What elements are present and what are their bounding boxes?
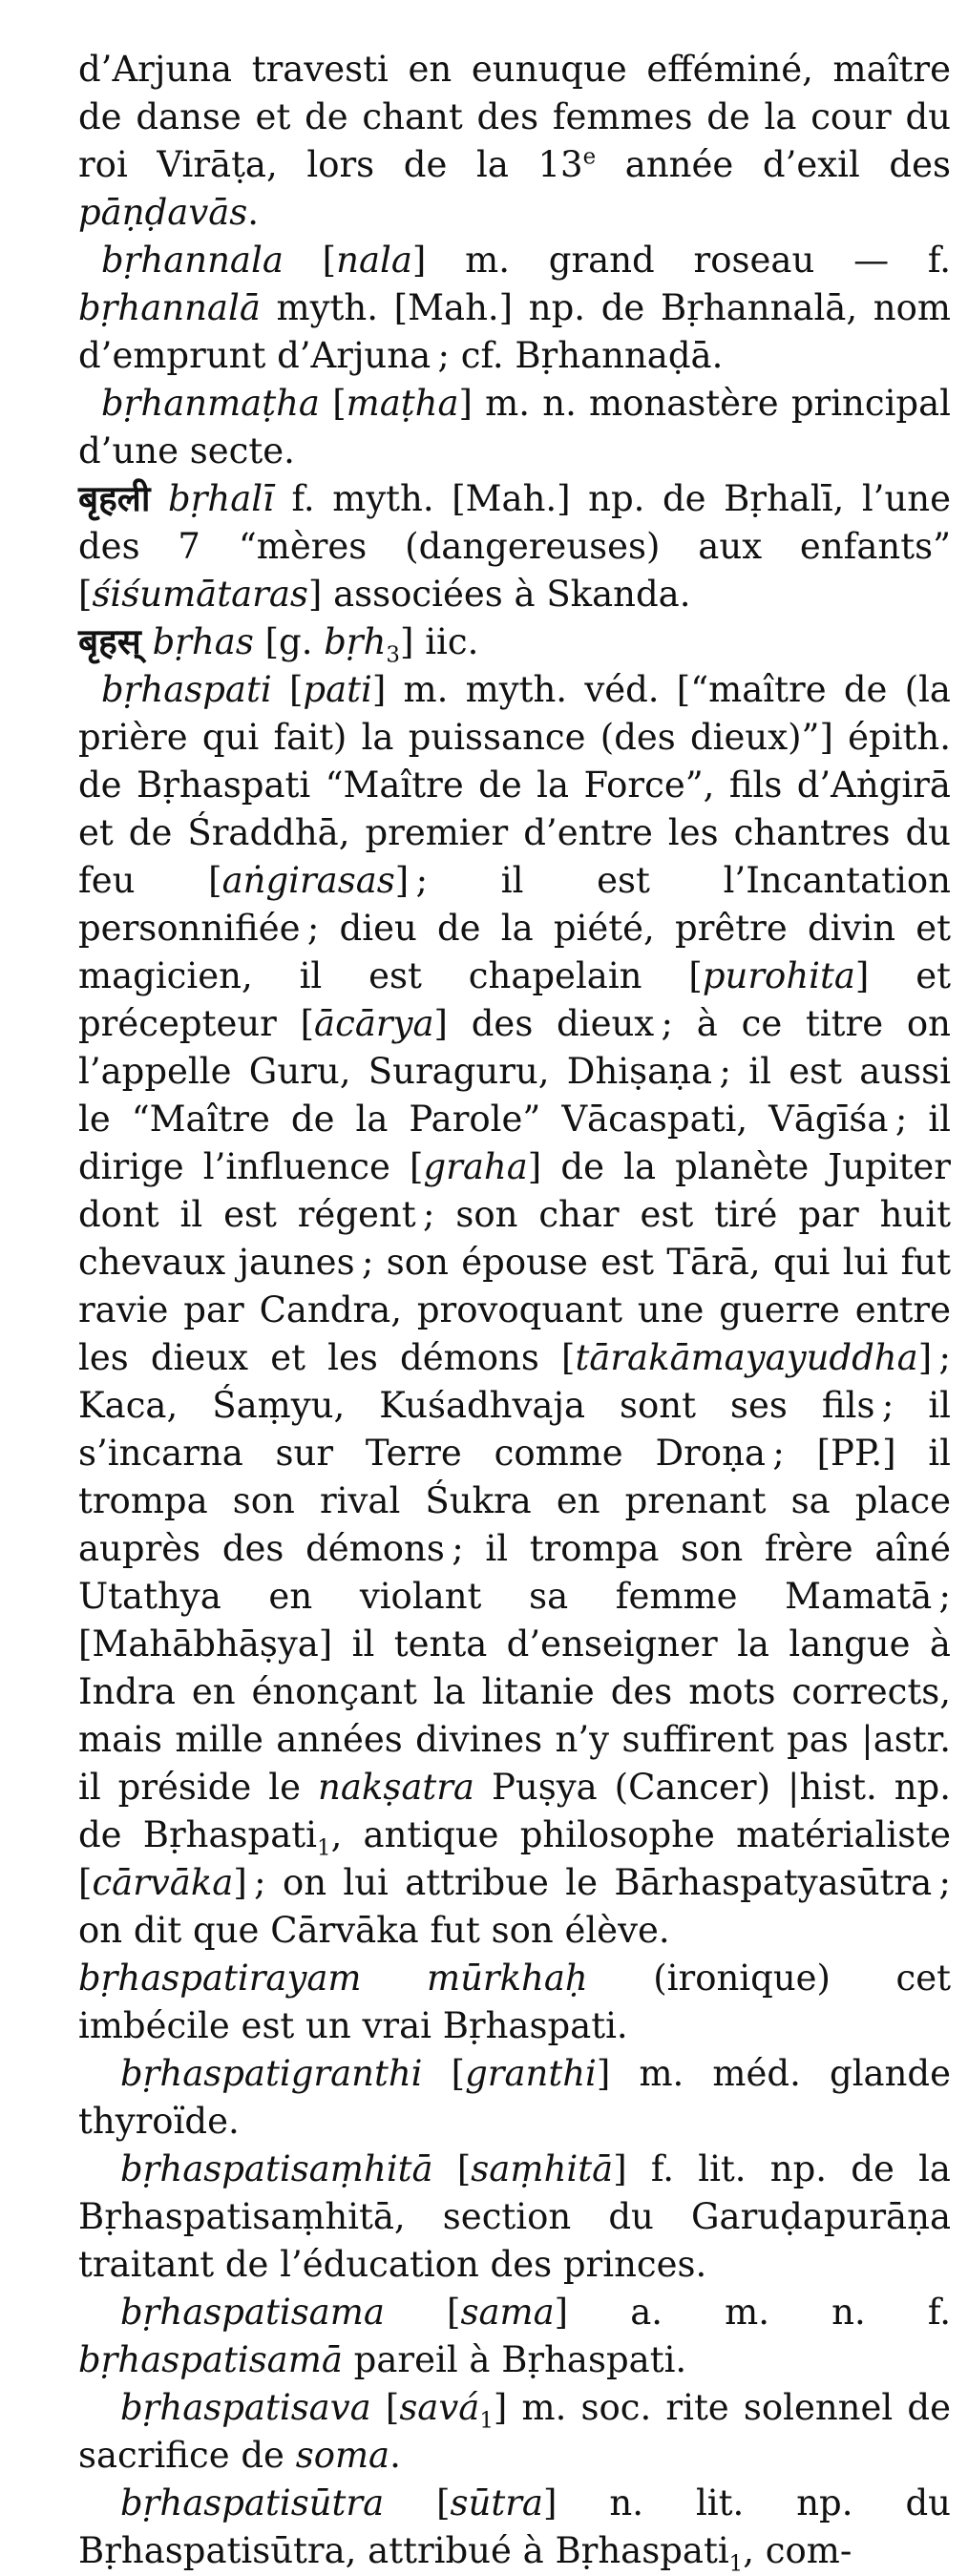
devanagari-headword: बृहस् xyxy=(78,621,141,662)
devanagari-headword: बृहली xyxy=(78,478,151,519)
entry-brhanmatha: bṛhanmaṭha [maṭha] m. n. monastère principal d’une secte. xyxy=(78,383,951,471)
entry-brhali: बृहली bṛhalī f. myth. [Mah.] np. de Bṛhalī, l’une des 7 “mères (dangereuses) aux enfants” [śiśumātaras] associées à Skanda. xyxy=(78,478,951,615)
entry-brhaspatigranthi: bṛhaspatigranthi [granthi] m. méd. glande thyroïde. xyxy=(78,2053,951,2142)
entry-brhaspatisava: bṛhaspatisava [savá$_1$] m. soc. rite solennel de sacrifice de soma. xyxy=(78,2387,951,2476)
entry-brhaspatisama: bṛhaspatisama [sama] a. m. n. f. bṛhaspatisamā pareil à Bṛhaspati. xyxy=(78,2292,951,2380)
entry-brhaspatisamhita: bṛhaspatisaṃhitā [saṃhitā] f. lit. np. de la Bṛhaspatisaṃhitā, section du Garuḍapurāṇa traitant de l’éducation des princes. xyxy=(78,2148,951,2285)
entry-brhas: बृहस् bṛhas [g. bṛh$_3$] iic. xyxy=(78,621,479,668)
entry-continuation: d’Arjuna travesti en eunuque efféminé, maître de danse et de chant des femmes de la cour du roi Virāṭa, lors de la 13e année d’exil des pāṇḍavās. xyxy=(78,49,951,233)
entry-brhaspatisutra: bṛhaspatisūtra [sūtra] n. lit. np. du Bṛhaspatisūtra, attribué à Bṛhaspati$_1$, com- xyxy=(78,2482,951,2576)
entry-brhaspatirayam: bṛhaspatirayam mūrkhaḥ (ironique) cet imbécile est un vrai Bṛhaspati. xyxy=(78,1958,951,2046)
entry-brhaspati: bṛhaspati [pati] m. myth. véd. [“maître de (la prière qui fait) la puissance (des dieux)”] épith. de Bṛhaspati “Maître de la Force”, fils d’Aṅgirā et de Śraddhā, premier d’entre les chantres du feu [aṅgirasas] ; il est l’Incantation personnifiée ; dieu de la piété, prêtre divin et magicien, il est chapelain [purohita] et précepteur [ācārya] des dieux ; à ce titre on l’appelle Guru, Suraguru, Dhiṣaṇa ; il est aussi le “Maître de la Parole” Vācaspati, Vāgīśa ; il dirige l’influence [graha] de la planète Jupiter dont il est régent ; son char est tiré par huit chevaux jaunes ; son épouse est Tārā, qui lui fut ravie par Candra, provoquant une guerre entre les dieux et les démons [tārakāmayayuddha] ; Kaca, Śaṃyu, Kuśadhvaja sont ses fils ; il s’incarna sur Terre comme Droṇa ; [PP.] il trompa son rival Śukra en prenant sa place auprès des démons ; il trompa son frère aîné Utathya en violant sa femme Mamatā ; [Mahābhāṣya] il tenta d’enseigner la langue à Indra en énonçant la litanie des mots corrects, mais mille années divines n’y suffirent pas |astr. il préside le nakṣatra Puṣya (Cancer) |hist. np. de Bṛhaspati$_1$, antique philosophe matérialiste [cārvāka] ; on lui attribue le Bārhaspatyasūtra ; on dit que Cārvāka fut son élève. xyxy=(78,669,952,1951)
entry-brhannala: bṛhannala [nala] m. grand roseau — f. bṛhannalā myth. [Mah.] np. de Bṛhannalā, nom d’emprunt d’Arjuna ; cf. Bṛhannaḍā. xyxy=(78,240,952,376)
